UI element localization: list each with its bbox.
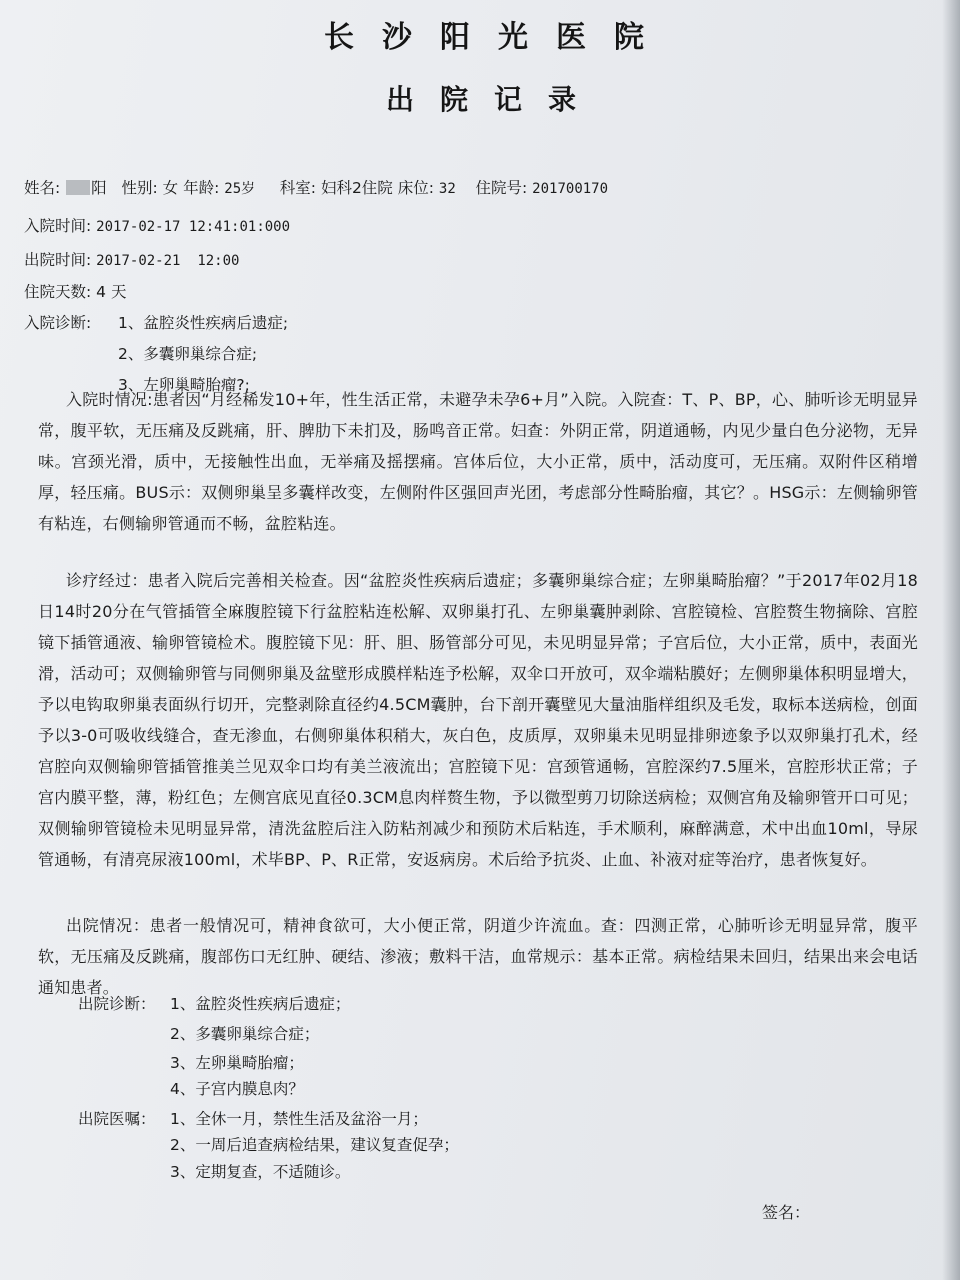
hospital-name: 长沙阳光医院 <box>324 20 672 55</box>
patient-info-row <box>24 176 608 198</box>
discharge-diagnosis-item: 3、左卵巢畸胎瘤； <box>170 1054 304 1072</box>
age-value: 25岁 <box>224 181 256 197</box>
stay-days-row <box>24 280 126 302</box>
admission-no-value: 201700170 <box>532 181 609 197</box>
discharge-diagnosis-item: 4、子宫内膜息肉？ <box>170 1080 304 1098</box>
dept-label: 科室: <box>279 179 316 197</box>
gender-label: 性别: <box>121 179 158 197</box>
admission-diagnosis-label: 入院诊断: <box>24 314 92 332</box>
admission-diagnosis-item: 3、左卵巢畸胎瘤?; <box>118 376 250 394</box>
admission-diagnosis-item: 1、盆腔炎性疾病后遗症; <box>118 314 289 332</box>
admission-no-label: 住院号: <box>475 179 528 197</box>
name-value: 阳 <box>91 179 107 197</box>
discharge-time-label: 出院时间: <box>24 251 92 269</box>
discharge-order-item: 2、一周后追查病检结果，建议复查促孕； <box>170 1136 459 1154</box>
name-label: 姓名: <box>24 179 61 197</box>
discharge-diagnosis-item: 1、盆腔炎性疾病后遗症； <box>170 995 351 1013</box>
discharge-condition-paragraph: 出院情况：患者一般情况可，精神食欲可，大小便正常，阴道少许流血。查：四测正常，心肺听诊无明显异常，腹平软，无压痛及反跳痛，腹部伤口无红肿、硬结、渗液；敷料干洁，血常规示：基本正常。病检结果未回归，结果出来会电话通知患者。 <box>38 916 918 997</box>
signature-label: 签名： <box>762 1203 811 1222</box>
stay-days-label: 住院天数: <box>24 283 92 301</box>
bed-label: 床位: <box>397 179 434 197</box>
record-title: 出院记录 <box>385 83 602 116</box>
discharge-diagnosis-label: 出院诊断： <box>78 995 156 1013</box>
treatment-course-paragraph: 诊疗经过：患者入院后完善相关检查。因“盆腔炎性疾病后遗症；多囊卵巢综合症；左卵巢畸胎瘤？”于2017年02月18日14时20分在气管插管全麻腹腔镜下行盆腔粘连松解、双卵巢打孔、左卵巢囊肿剥除、宫腔镜检、宫腔赘生物摘除、宫腔镜下插管通液、输卵管镜检术。腹腔镜下见：肝、胆、肠管部分可见，未见明显异常；子宫后位，大小正常，质中，表面光滑，活动可；双侧输卵管与同侧卵巢及盆壁形成膜样粘连予松解，双伞口开放可，双伞端粘膜好；左侧卵巢体积明显增大，予以电钩取卵巢表面纵行切开，完整剥除直径约4.5CM囊肿，台下剖开囊壁见大量油脂样组织及毛发，取标本送病检，创面予以3-0可吸收线缝合，查无渗血，右侧卵巢体积稍大，灰白色，皮质厚，双卵巢未见明显排卵迹象予以双卵巢打孔术，经宫腔向双侧输卵管插管推美兰见双伞口均有美兰液流出；宫腔镜下见：宫颈管通畅，宫腔深约7.5厘米，宫腔形状正常；子宫内膜平整，薄，粉红色；左侧宫底见直径0.3CM息肉样赘生物，予以微型剪刀切除送病检；双侧宫角及输卵管开口可见；双侧输卵管镜检未见明显异常，清洗盆腔后注入防粘剂减少和预防术后粘连，手术顺利，麻醉满意，术中出血10ml，导尿管通畅，有清亮尿液100ml，术毕BP、P、R正常，安返病房。术后给予抗炎、止血、补液对症等治疗，患者恢复好。 <box>38 571 918 869</box>
discharge-order-item: 3、定期复查，不适随诊。 <box>170 1163 351 1181</box>
bed-value: 32 <box>438 181 456 197</box>
admit-time-value: 2017-02-17 12:41:01:000 <box>96 219 291 235</box>
stay-days-value: 4 天 <box>96 283 127 301</box>
discharge-order-item: 1、全休一月，禁性生活及盆浴一月； <box>170 1110 428 1128</box>
discharge-time-value: 2017-02-21 12:00 <box>96 253 240 269</box>
admit-time-label: 入院时间: <box>24 217 92 235</box>
gender-value: 女 <box>162 179 179 197</box>
redacted-name-block <box>66 180 90 195</box>
age-label: 年龄: <box>183 179 220 197</box>
discharge-orders-label: 出院医嘱： <box>78 1110 156 1128</box>
discharge-time-row <box>24 248 239 270</box>
admission-condition-paragraph: 入院时情况:患者因“月经稀发10+年，性生活正常，未避孕未孕6+月”入院。入院查：T、P、BP，心、肺听诊无明显异常，腹平软，无压痛及反跳痛，肝、脾肋下未扪及，肠鸣音正常。妇查：外阴正常，阴道通畅，内见少量白色分泌物，无异味。宫颈光滑，质中，无接触性出血，无举痛及摇摆痛。宫体后位，大小正常，质中，活动度可，无压痛。双附件区稍增厚，轻压痛。BUS示：双侧卵巢呈多囊样改变，左侧附件区强回声光团，考虑部分性畸胎瘤，其它？。HSG示：左侧输卵管有粘连，右侧输卵管通而不畅，盆腔粘连。 <box>38 390 918 533</box>
admit-time-row <box>24 214 290 236</box>
discharge-diagnosis-item: 2、多囊卵巢综合症； <box>170 1025 320 1043</box>
admission-diagnosis-item: 2、多囊卵巢综合症; <box>118 345 258 363</box>
dept-value: 妇科2住院 <box>320 179 393 197</box>
